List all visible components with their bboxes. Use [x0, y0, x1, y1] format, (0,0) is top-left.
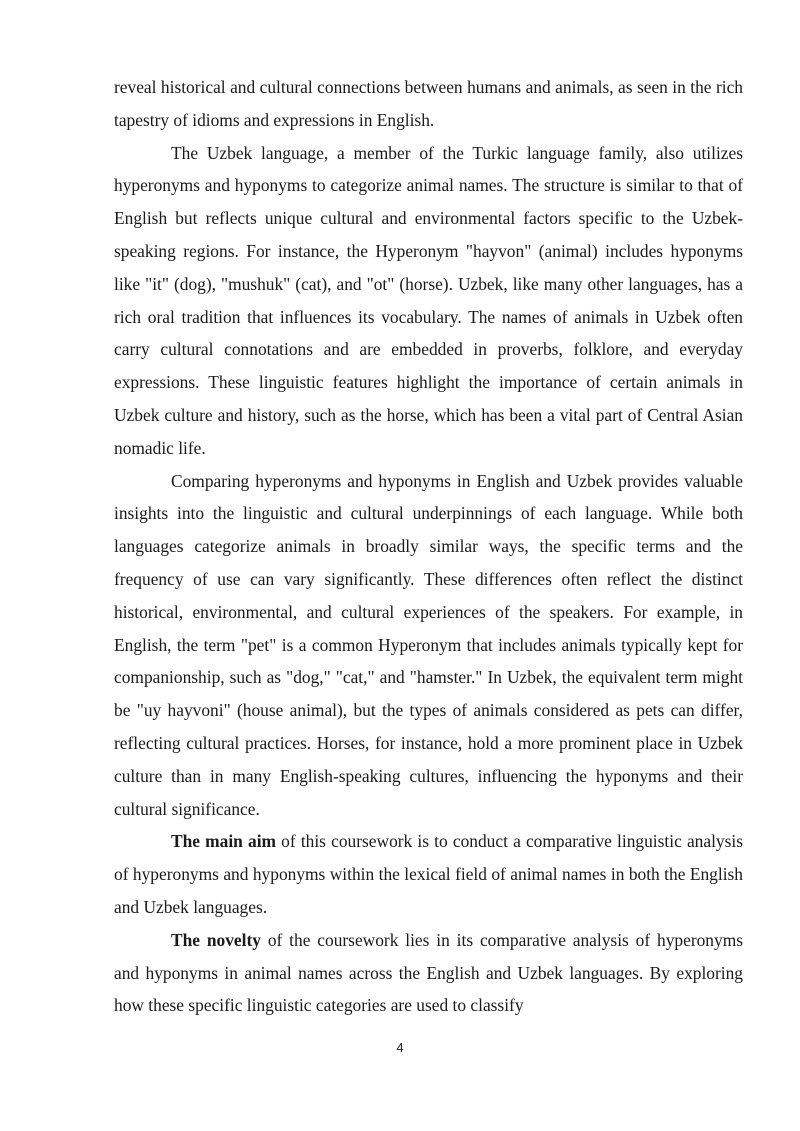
paragraph-comparison: Comparing hyperonyms and hyponyms in English and Uzbek provides valuable insights into the linguistic and cultural underpinnings of each language. While both languages categorize animals in broadly similar ways, the specific terms and the frequency of use can vary significantly. These differences often reflect the distinct historical, environmental, and cultural experiences of the speakers. For example, in English, the term "pet" is a common Hyperonym that includes animals typically kept for companionship, such as "dog," "cat," and "hamster." In Uzbek, the equivalent term might be "uy hayvoni" (house animal), but the types of animals considered as pets can differ, reflecting cultural practices. Horses, for instance, hold a more prominent place in Uzbek culture than in many English-speaking cultures, influencing the hyponyms and their cultural significance. — [114, 470, 743, 819]
novelty-heading: The novelty — [171, 929, 261, 950]
page-number: 4 — [396, 1040, 404, 1055]
paragraph-uzbek-language: The Uzbek language, a member of the Turkic language family, also utilizes hyperonyms and hyponyms to categorize animal names. The structure is similar to that of English but reflects unique cultural and environmental factors specific to the Uzbek-speaking regions. For instance, the Hyperonym "hayvon" (animal) includes hyponyms like "it" (dog), "mushuk" (cat), and "ot" (horse). Uzbek, like many other languages, has a rich oral tradition that influences its vocabulary. The names of animals in Uzbek often carry cultural connotations and are embedded in proverbs, folklore, and everyday expressions. These linguistic features highlight the importance of certain animals in Uzbek culture and history, such as the horse, which has been a vital part of Central Asian nomadic life. — [114, 142, 743, 458]
paragraph-main-aim — [114, 825, 743, 923]
novelty-text: of the coursework lies in its comparative analysis of hyperonyms and hyponyms in animal names across the English and Uzbek languages. By exploring how these specific linguistic categories are used to classify — [114, 929, 743, 1016]
paragraph-novelty — [114, 924, 743, 1022]
main-aim-text: of this coursework is to conduct a comparative linguistic analysis of hyperonyms and hyponyms within the lexical field of animal names in both the English and Uzbek languages. — [114, 831, 743, 917]
main-aim-heading: The main aim — [171, 831, 277, 852]
paragraph-continuation: reveal historical and cultural connections between humans and animals, as seen in the rich tapestry of idioms and expressions in English. — [114, 77, 743, 130]
body-text — [114, 71, 743, 1022]
